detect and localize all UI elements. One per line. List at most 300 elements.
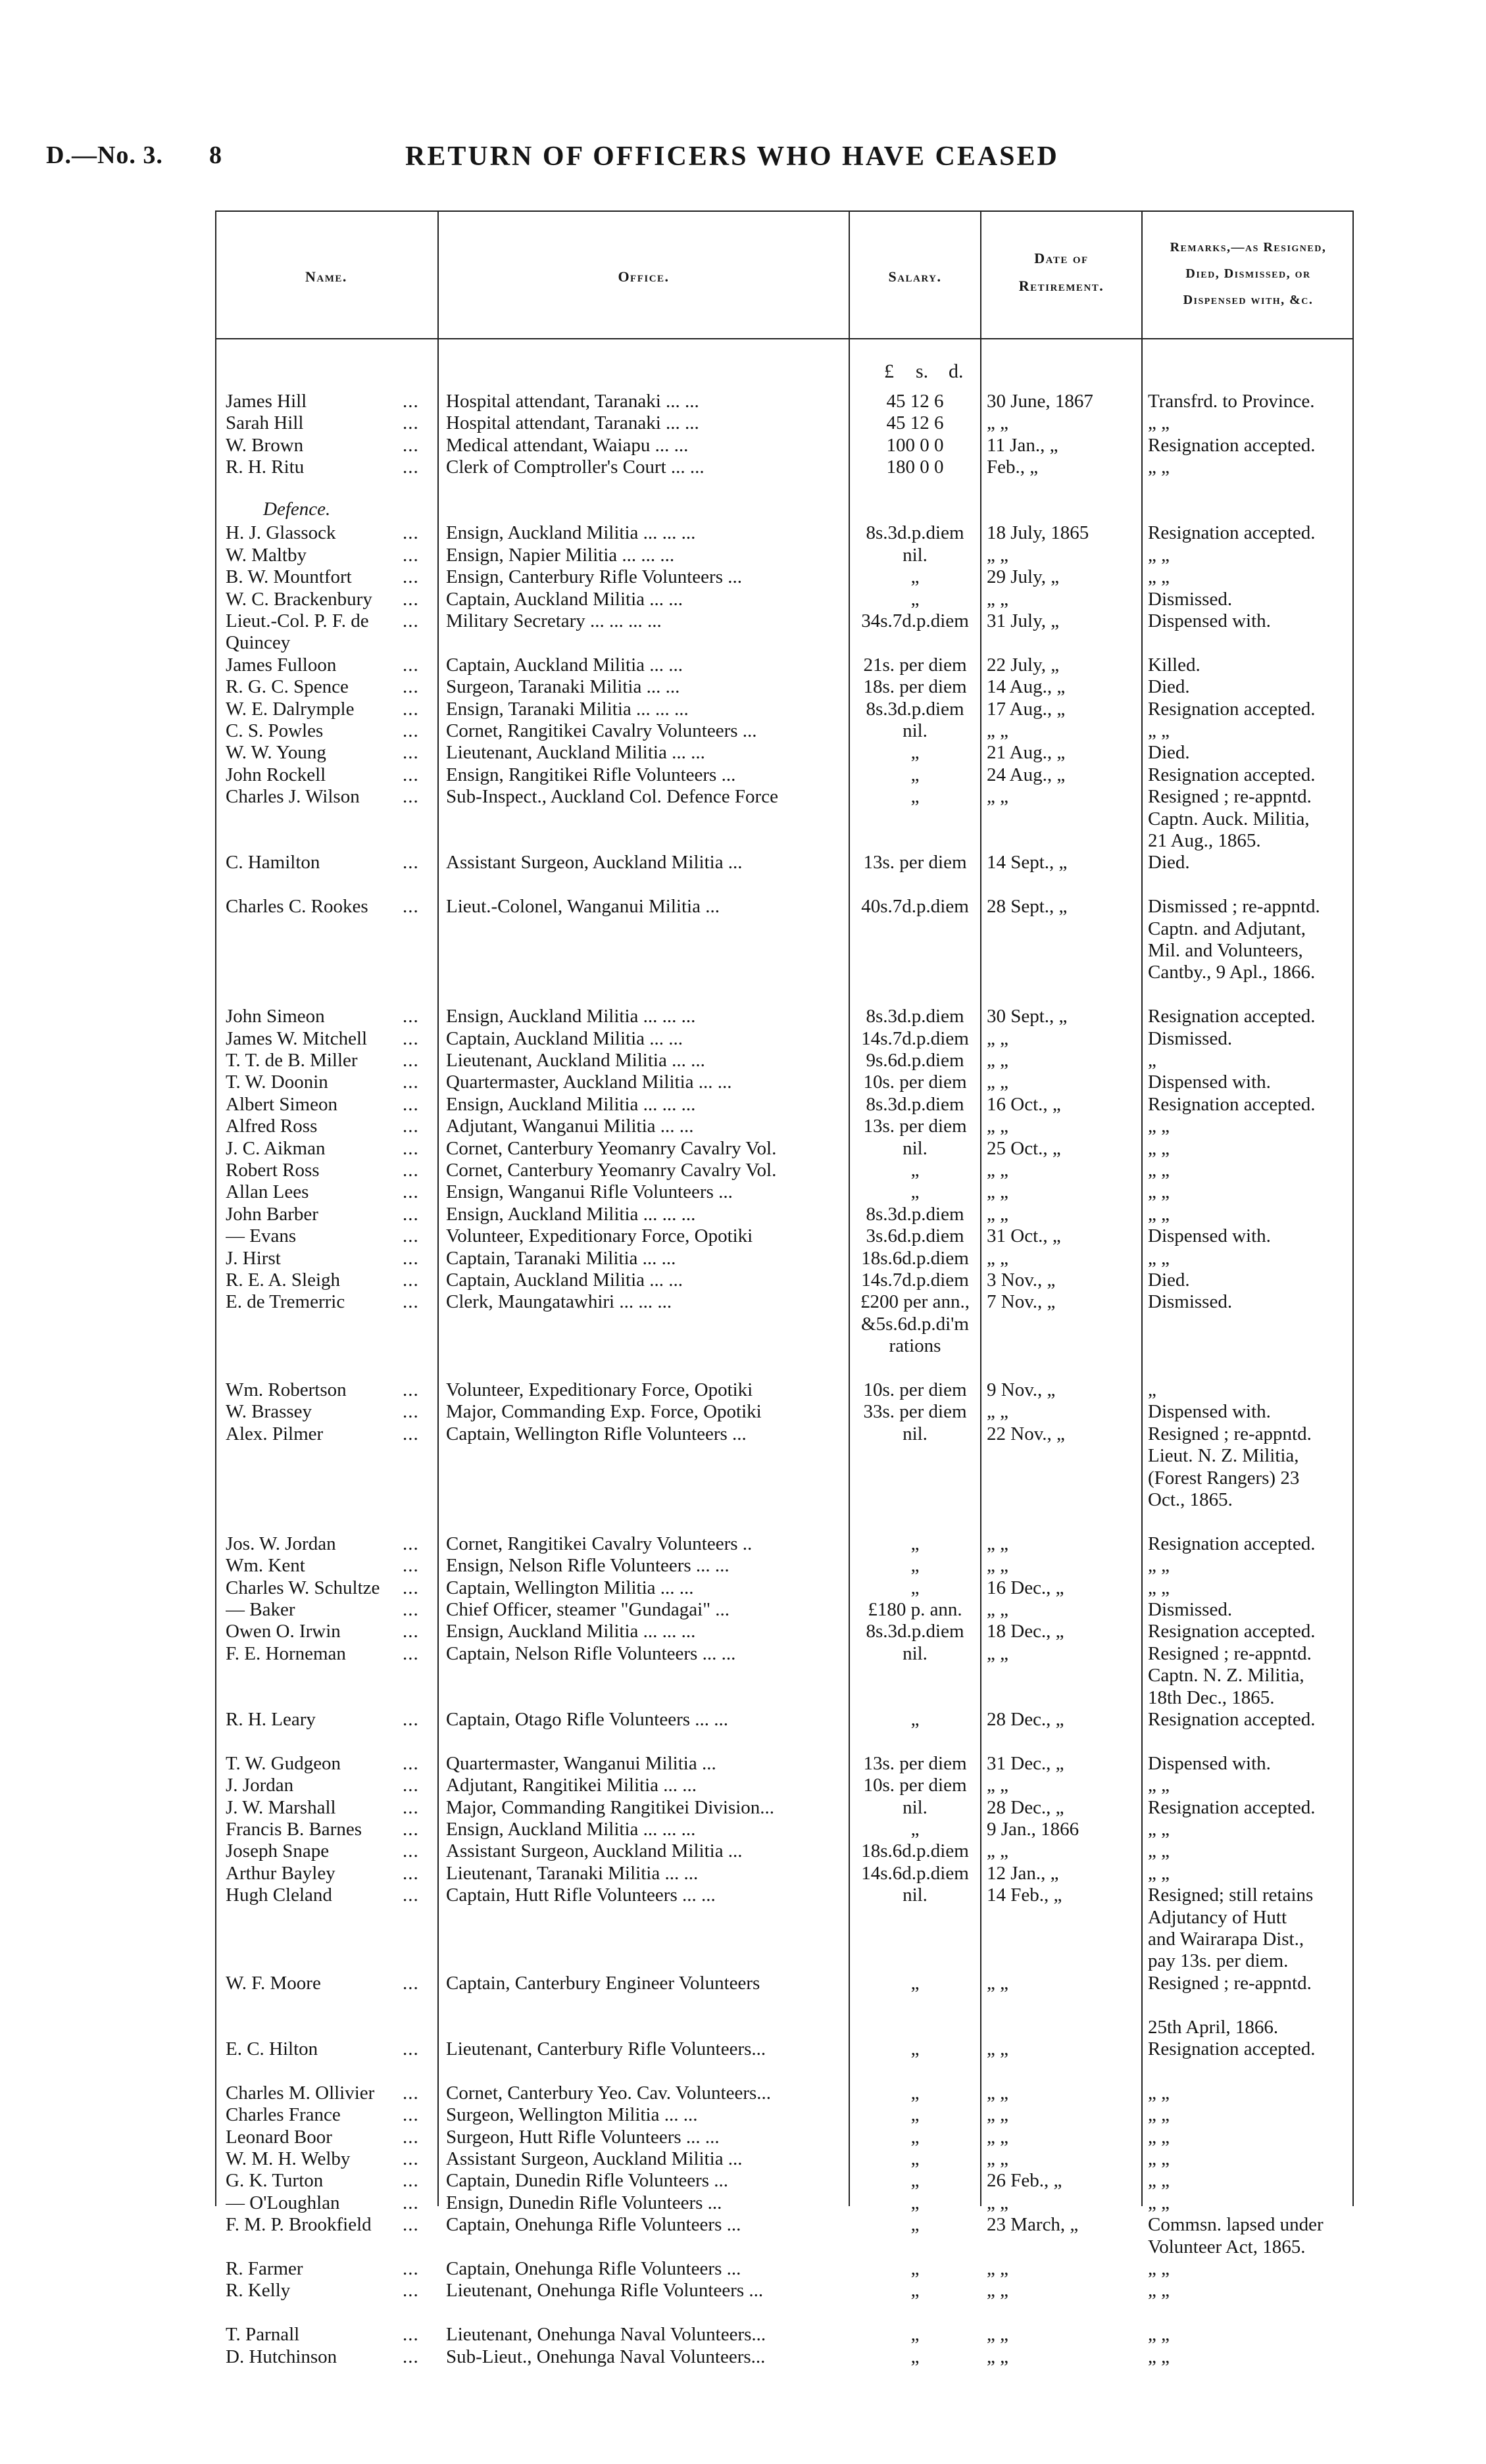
officer-office: Lieutenant, Auckland Militia ... ... bbox=[446, 742, 705, 764]
table-row bbox=[0, 2258, 1486, 2280]
officer-remarks: „ „ bbox=[1148, 1137, 1170, 1159]
officer-salary: nil. bbox=[903, 1796, 928, 1818]
leader-dots: ... bbox=[403, 1819, 419, 1840]
officer-office: Ensign, Wanganui Rifle Volunteers ... bbox=[446, 1181, 733, 1203]
officer-remarks: Volunteer Act, 1865. bbox=[1148, 2236, 1306, 2257]
officer-salary: 14s.7d.p.diem bbox=[861, 1027, 969, 1049]
table-row bbox=[0, 1907, 1486, 1929]
officer-salary: 100 0 0 bbox=[886, 434, 944, 456]
officer-salary: 33s. per diem bbox=[863, 1401, 967, 1423]
officer-name: Wm. Kent bbox=[226, 1555, 305, 1577]
officer-salary: £180 p. ann. bbox=[868, 1599, 962, 1620]
table-row bbox=[0, 1379, 1486, 1401]
officer-name: W. M. H. Welby bbox=[226, 2148, 351, 2169]
officer-salary: „ bbox=[910, 2280, 920, 2302]
officer-salary: „ bbox=[910, 1533, 920, 1554]
column-header-salary: Salary. bbox=[888, 268, 942, 285]
officer-remarks: 18th Dec., 1865. bbox=[1148, 1687, 1275, 1708]
retirement-date: „ „ bbox=[987, 2346, 1008, 2367]
officer-name: James W. Mitchell bbox=[226, 1027, 368, 1049]
officer-salary: 45 12 6 bbox=[886, 412, 944, 434]
officer-office: Captain, Otago Rifle Volunteers ... ... bbox=[446, 1709, 729, 1730]
leader-dots: ... bbox=[403, 1027, 419, 1049]
officer-remarks: „ bbox=[1148, 1379, 1156, 1400]
officer-name: F. M. P. Brookfield bbox=[226, 2214, 372, 2236]
officer-remarks: „ „ bbox=[1148, 1116, 1170, 1137]
table-row bbox=[0, 2192, 1486, 2214]
officer-salary: „ bbox=[910, 2038, 920, 2059]
officer-salary: 18s.6d.p.diem bbox=[861, 1840, 969, 1862]
retirement-date: „ „ bbox=[987, 412, 1008, 434]
officer-salary: „ bbox=[910, 588, 920, 610]
retirement-date: 22 July, „ bbox=[987, 654, 1060, 676]
officer-remarks: Resignation accepted. bbox=[1148, 1796, 1316, 1818]
officer-remarks: and Wairarapa Dist., bbox=[1148, 1929, 1304, 1950]
officer-salary: „ bbox=[910, 764, 920, 785]
officer-remarks: Resignation accepted. bbox=[1148, 2038, 1316, 2059]
retirement-date: 16 Oct., „ bbox=[987, 1093, 1061, 1115]
officer-remarks: „ „ bbox=[1148, 2126, 1170, 2148]
officer-office: Captain, Auckland Militia ... ... bbox=[446, 654, 683, 676]
officer-office: Ensign, Rangitikei Rifle Volunteers ... bbox=[446, 764, 736, 785]
table-row bbox=[0, 1665, 1486, 1687]
officer-salary: „ bbox=[910, 1819, 920, 1840]
officer-office: Cornet, Rangitikei Cavalry Volunteers .. bbox=[446, 1533, 753, 1554]
retirement-date: „ „ bbox=[987, 1160, 1008, 1181]
officer-name: E. de Tremerric bbox=[226, 1291, 345, 1313]
leader-dots: ... bbox=[403, 1160, 419, 1181]
officer-name: R. G. C. Spence bbox=[226, 676, 349, 698]
officer-remarks: Resignation accepted. bbox=[1148, 1621, 1316, 1642]
leader-dots: ... bbox=[403, 1379, 419, 1400]
officer-office: Captain, Auckland Militia ... ... bbox=[446, 588, 683, 610]
table-row bbox=[0, 830, 1486, 852]
leader-dots: ... bbox=[403, 434, 419, 456]
officer-name: R. E. A. Sleigh bbox=[226, 1269, 341, 1291]
page-title: RETURN OF OFFICERS WHO HAVE CEASED bbox=[405, 141, 1059, 172]
page-header bbox=[0, 141, 1486, 180]
officer-salary: 13s. per diem bbox=[863, 852, 967, 874]
column-header-remarks-line3: Dispensed with, &c. bbox=[1183, 293, 1314, 307]
officer-salary: 18s.6d.p.diem bbox=[861, 1247, 969, 1269]
table-row bbox=[0, 391, 1486, 412]
officer-remarks: Resigned; still retains bbox=[1148, 1885, 1314, 1906]
officer-remarks: Adjutancy of Hutt bbox=[1148, 1906, 1287, 1928]
officer-name: J. W. Marshall bbox=[226, 1796, 336, 1818]
officer-remarks: „ „ bbox=[1148, 2258, 1170, 2279]
officer-salary: 14s.7d.p.diem bbox=[861, 1269, 969, 1291]
officer-remarks: Dismissed. bbox=[1148, 1291, 1233, 1313]
column-header-remarks-line1: Remarks,—as Resigned, bbox=[1170, 240, 1327, 255]
officer-salary: 14s.6d.p.diem bbox=[861, 1862, 969, 1884]
retirement-date: 9 Jan., 1866 bbox=[987, 1819, 1079, 1840]
table-row bbox=[0, 2127, 1486, 2148]
officer-office: Ensign, Auckland Militia ... ... ... bbox=[446, 522, 696, 544]
retirement-date: „ „ bbox=[987, 1972, 1008, 1994]
officer-remarks: Resignation accepted. bbox=[1148, 1093, 1316, 1115]
officer-name: R. H. Ritu bbox=[226, 456, 305, 478]
leader-dots: ... bbox=[403, 610, 419, 631]
leader-dots: ... bbox=[403, 1291, 419, 1313]
officer-salary: „ bbox=[910, 2148, 920, 2169]
leader-dots: ... bbox=[403, 2082, 419, 2104]
officer-office: Hospital attendant, Taranaki ... ... bbox=[446, 391, 699, 412]
shillings-unit: s. bbox=[916, 360, 929, 382]
officer-office: Clerk of Comptroller's Court ... ... bbox=[446, 456, 705, 478]
officer-name: G. K. Turton bbox=[226, 2170, 324, 2192]
retirement-date: „ „ bbox=[987, 544, 1008, 566]
table-row bbox=[0, 2280, 1486, 2302]
officer-office: Lieutenant, Onehunga Rifle Volunteers ... bbox=[446, 2280, 764, 2302]
retirement-date: „ „ bbox=[987, 2126, 1008, 2148]
table-row bbox=[0, 1423, 1486, 1445]
officer-salary: nil. bbox=[903, 1423, 928, 1444]
table-row bbox=[0, 786, 1486, 808]
officer-office: Quartermaster, Auckland Militia ... ... bbox=[446, 1072, 732, 1093]
retirement-date: Feb., „ bbox=[987, 456, 1039, 478]
officer-name: Leonard Boor bbox=[226, 2126, 332, 2148]
officer-name: Charles M. Ollivier bbox=[226, 2082, 375, 2104]
officer-name: R. H. Leary bbox=[226, 1709, 316, 1730]
officer-remarks: „ „ bbox=[1148, 456, 1170, 478]
table-row bbox=[0, 566, 1486, 588]
officer-office: Captain, Nelson Rifle Volunteers ... ... bbox=[446, 1642, 736, 1664]
retirement-date: 30 Sept., „ bbox=[987, 1006, 1068, 1027]
officer-salary: 40s.7d.p.diem bbox=[861, 896, 969, 918]
officer-name: Alfred Ross bbox=[226, 1116, 318, 1137]
officer-office: Lieutenant, Canterbury Rifle Volunteers... bbox=[446, 2038, 766, 2059]
officer-salary: 8s.3d.p.diem bbox=[866, 522, 964, 544]
officer-salary: nil. bbox=[903, 1642, 928, 1664]
table-row bbox=[0, 1863, 1486, 1885]
table-row bbox=[0, 2236, 1486, 2258]
retirement-date: „ „ bbox=[987, 2258, 1008, 2279]
table-row bbox=[0, 1116, 1486, 1137]
officer-name: J. Jordan bbox=[226, 1775, 294, 1796]
officer-name: John Rockell bbox=[226, 764, 326, 785]
table-row bbox=[0, 589, 1486, 610]
retirement-date: „ „ bbox=[987, 720, 1008, 741]
leader-dots: ... bbox=[403, 1225, 419, 1247]
table-row bbox=[0, 545, 1486, 566]
table-row bbox=[0, 808, 1486, 830]
officer-remarks: Died. bbox=[1148, 1269, 1190, 1291]
officer-name: B. W. Mountfort bbox=[226, 566, 352, 588]
officer-remarks: „ „ bbox=[1148, 2324, 1170, 2346]
officer-office: Assistant Surgeon, Auckland Militia ... bbox=[446, 852, 743, 874]
table-row bbox=[0, 1314, 1486, 1335]
officer-salary: 180 0 0 bbox=[886, 456, 944, 478]
officer-name: T. W. Doonin bbox=[226, 1072, 328, 1093]
leader-dots: ... bbox=[403, 1885, 419, 1906]
officer-remarks: 25th April, 1866. bbox=[1148, 2016, 1279, 2038]
table-row bbox=[0, 720, 1486, 742]
retirement-date: 23 March, „ bbox=[987, 2214, 1079, 2236]
officer-office: Lieut.-Colonel, Wanganui Militia ... bbox=[446, 896, 720, 918]
officer-remarks: Dispensed with. bbox=[1148, 1401, 1271, 1423]
leader-dots: ... bbox=[403, 2126, 419, 2148]
officer-name: W. E. Dalrymple bbox=[226, 698, 355, 720]
officer-name: Albert Simeon bbox=[226, 1093, 337, 1115]
officer-office: Ensign, Napier Militia ... ... ... bbox=[446, 544, 675, 566]
officer-name: Allan Lees bbox=[226, 1181, 309, 1203]
officer-name: R. Kelly bbox=[226, 2280, 291, 2302]
document-code: D.—No. 3. bbox=[46, 141, 163, 169]
officer-name: Arthur Bayley bbox=[226, 1862, 335, 1884]
officer-salary: „ bbox=[910, 2258, 920, 2279]
officer-salary: 9s.6d.p.diem bbox=[866, 1050, 964, 1071]
officer-office: Surgeon, Hutt Rifle Volunteers ... ... bbox=[446, 2126, 720, 2148]
officer-salary: £200 per ann., bbox=[860, 1291, 970, 1313]
retirement-date: 9 Nov., „ bbox=[987, 1379, 1056, 1400]
leader-dots: ... bbox=[403, 1401, 419, 1423]
leader-dots: ... bbox=[403, 456, 419, 478]
officer-name: Francis B. Barnes bbox=[226, 1819, 362, 1840]
officer-remarks: Dismissed. bbox=[1148, 588, 1233, 610]
officer-name: — Baker bbox=[226, 1599, 295, 1620]
officer-office: Quartermaster, Wanganui Militia ... bbox=[446, 1752, 716, 1774]
officer-name: T. W. Gudgeon bbox=[226, 1752, 341, 1774]
table-row bbox=[0, 1643, 1486, 1665]
table-row bbox=[0, 1160, 1486, 1181]
officer-office: Cornet, Canterbury Yeomanry Cavalry Vol. bbox=[446, 1137, 777, 1159]
officer-remarks: „ „ bbox=[1148, 2170, 1170, 2192]
table-row bbox=[0, 1050, 1486, 1072]
officer-office: Assistant Surgeon, Auckland Militia ... bbox=[446, 1840, 743, 1862]
officer-remarks: „ „ bbox=[1148, 720, 1170, 741]
officer-office: Surgeon, Taranaki Militia ... ... bbox=[446, 676, 680, 698]
retirement-date: „ „ bbox=[987, 1555, 1008, 1577]
retirement-date: „ „ bbox=[987, 1840, 1008, 1862]
leader-dots: ... bbox=[403, 698, 419, 720]
officer-name: Owen O. Irwin bbox=[226, 1621, 341, 1642]
officer-salary: 13s. per diem bbox=[863, 1116, 967, 1137]
table-row bbox=[0, 676, 1486, 698]
column-header-date-line1: Date of bbox=[1034, 250, 1089, 266]
retirement-date: 16 Dec., „ bbox=[987, 1577, 1064, 1598]
table-row bbox=[0, 1335, 1486, 1357]
officer-office: Ensign, Nelson Rifle Volunteers ... ... bbox=[446, 1555, 730, 1577]
officer-remarks: Cantby., 9 Apl., 1866. bbox=[1148, 962, 1316, 983]
leader-dots: ... bbox=[403, 1709, 419, 1730]
officer-remarks: „ „ bbox=[1148, 1247, 1170, 1269]
table-row bbox=[0, 654, 1486, 676]
column-header-date-line2: Retirement. bbox=[1018, 278, 1104, 294]
table-row bbox=[0, 742, 1486, 764]
table-row bbox=[0, 940, 1486, 962]
officer-remarks: Resignation accepted. bbox=[1148, 1533, 1316, 1554]
table-row bbox=[0, 2346, 1486, 2368]
officer-name: Joseph Snape bbox=[226, 1840, 330, 1862]
table-row bbox=[0, 1094, 1486, 1116]
leader-dots: ... bbox=[403, 720, 419, 741]
officer-office: Major, Commanding Exp. Force, Opotiki bbox=[446, 1401, 762, 1423]
officer-remarks: Resigned ; re-appntd. bbox=[1148, 1423, 1312, 1444]
retirement-date: 14 Feb., „ bbox=[987, 1885, 1062, 1906]
officer-office: Sub-Inspect., Auckland Col. Defence Force bbox=[446, 786, 778, 808]
leader-dots: ... bbox=[403, 1796, 419, 1818]
officer-salary: „ bbox=[910, 1577, 920, 1598]
table-row bbox=[0, 1489, 1486, 1511]
officer-remarks: „ „ bbox=[1148, 1555, 1170, 1577]
officer-remarks: Resignation accepted. bbox=[1148, 434, 1316, 456]
officer-office: Ensign, Auckland Militia ... ... ... bbox=[446, 1819, 696, 1840]
pounds-unit: £ bbox=[884, 360, 894, 382]
retirement-date: 22 Nov., „ bbox=[987, 1423, 1065, 1444]
officer-salary: 34s.7d.p.diem bbox=[861, 610, 969, 631]
officer-remarks: Captn. and Adjutant, bbox=[1148, 918, 1306, 939]
officer-remarks: Dispensed with. bbox=[1148, 610, 1271, 631]
leader-dots: ... bbox=[403, 2280, 419, 2302]
officer-remarks: Dispensed with. bbox=[1148, 1752, 1271, 1774]
table-row bbox=[0, 1753, 1486, 1775]
officer-name: F. E. Horneman bbox=[226, 1642, 346, 1664]
officer-salary: 13s. per diem bbox=[863, 1752, 967, 1774]
table-row bbox=[0, 1929, 1486, 1950]
officer-salary: 21s. per diem bbox=[863, 654, 967, 676]
officer-remarks: Dismissed ; re-appntd. bbox=[1148, 896, 1320, 918]
officer-salary: „ bbox=[910, 1181, 920, 1203]
retirement-date: 30 June, 1867 bbox=[987, 391, 1093, 412]
officer-remarks: Dispensed with. bbox=[1148, 1225, 1271, 1247]
leader-dots: ... bbox=[403, 1072, 419, 1093]
officer-name: W. W. Young bbox=[226, 742, 326, 764]
officer-name: Alex. Pilmer bbox=[226, 1423, 324, 1444]
officer-name: C. Hamilton bbox=[226, 852, 320, 874]
officer-remarks: Lieut. N. Z. Militia, bbox=[1148, 1445, 1299, 1467]
officer-remarks: Resignation accepted. bbox=[1148, 764, 1316, 785]
leader-dots: ... bbox=[403, 412, 419, 434]
officer-remarks: (Forest Rangers) 23 bbox=[1148, 1467, 1300, 1489]
officer-salary: 10s. per diem bbox=[863, 1379, 967, 1400]
retirement-date: „ „ bbox=[987, 2280, 1008, 2302]
leader-dots: ... bbox=[403, 786, 419, 808]
officer-remarks: Died. bbox=[1148, 852, 1190, 874]
retirement-date: 18 Dec., „ bbox=[987, 1621, 1064, 1642]
officer-salary: 8s.3d.p.diem bbox=[866, 1006, 964, 1027]
header-divider bbox=[215, 338, 1354, 339]
officer-remarks: „ „ bbox=[1148, 1862, 1170, 1884]
table-row bbox=[0, 1621, 1486, 1642]
table-row bbox=[0, 1248, 1486, 1269]
retirement-date: 14 Sept., „ bbox=[987, 852, 1068, 874]
officer-remarks: „ „ bbox=[1148, 1203, 1170, 1225]
officer-remarks: Commsn. lapsed under bbox=[1148, 2214, 1324, 2236]
leader-dots: ... bbox=[403, 588, 419, 610]
retirement-date: „ „ bbox=[987, 1599, 1008, 1620]
officer-office: Chief Officer, steamer "Gundagai" ... bbox=[446, 1599, 730, 1620]
retirement-date: 28 Sept., „ bbox=[987, 896, 1068, 918]
officer-name: T. Parnall bbox=[226, 2324, 300, 2346]
officer-remarks: pay 13s. per diem. bbox=[1148, 1950, 1289, 1972]
table-row bbox=[0, 1269, 1486, 1291]
retirement-date: „ „ bbox=[987, 2082, 1008, 2104]
leader-dots: ... bbox=[403, 2258, 419, 2279]
table-row bbox=[0, 1291, 1486, 1313]
table-row bbox=[0, 1819, 1486, 1840]
leader-dots: ... bbox=[403, 1050, 419, 1071]
retirement-date: 17 Aug., „ bbox=[987, 698, 1066, 720]
officer-office: Military Secretary ... ... ... ... bbox=[446, 610, 662, 631]
table-row bbox=[0, 435, 1486, 456]
officer-remarks: Resignation accepted. bbox=[1148, 1709, 1316, 1730]
officer-remarks: „ „ bbox=[1148, 566, 1170, 588]
officer-salary: rations bbox=[889, 1335, 941, 1357]
officer-remarks: Killed. bbox=[1148, 654, 1201, 676]
retirement-date: 24 Aug., „ bbox=[987, 764, 1066, 785]
table-row bbox=[0, 1181, 1486, 1203]
table-row bbox=[0, 1950, 1486, 1972]
officer-office: Captain, Auckland Militia ... ... bbox=[446, 1027, 683, 1049]
officer-office: Captain, Canterbury Engineer Volunteers bbox=[446, 1972, 760, 1994]
table-row bbox=[0, 1599, 1486, 1621]
officer-salary: 8s.3d.p.diem bbox=[866, 1621, 964, 1642]
officer-office: Ensign, Auckland Militia ... ... ... bbox=[446, 1621, 696, 1642]
officer-salary: nil. bbox=[903, 1885, 928, 1906]
table-row bbox=[0, 1775, 1486, 1796]
retirement-date: 26 Feb., „ bbox=[987, 2170, 1062, 2192]
officer-remarks: „ bbox=[1148, 1050, 1156, 1071]
column-header-remarks bbox=[1143, 234, 1354, 313]
column-header-name: Name. bbox=[305, 268, 347, 285]
table-row bbox=[0, 456, 1486, 478]
officer-remarks: „ „ bbox=[1148, 1840, 1170, 1862]
leader-dots: ... bbox=[403, 1599, 419, 1620]
retirement-date: „ „ bbox=[987, 1775, 1008, 1796]
officer-salary: „ bbox=[910, 2170, 920, 2192]
officer-salary: „ bbox=[910, 2104, 920, 2126]
officer-remarks: Resignation accepted. bbox=[1148, 522, 1316, 544]
leader-dots: ... bbox=[403, 2170, 419, 2192]
officer-salary: 45 12 6 bbox=[886, 391, 944, 412]
table-row bbox=[0, 1885, 1486, 1906]
table-row bbox=[0, 1797, 1486, 1819]
officer-salary: nil. bbox=[903, 720, 928, 741]
leader-dots: ... bbox=[403, 676, 419, 698]
retirement-date: „ „ bbox=[987, 1533, 1008, 1554]
officer-remarks: „ „ bbox=[1148, 1160, 1170, 1181]
leader-dots: ... bbox=[403, 764, 419, 785]
officer-remarks: Captn. N. Z. Militia, bbox=[1148, 1665, 1304, 1687]
officer-name: J. C. Aikman bbox=[226, 1137, 326, 1159]
retirement-date: „ „ bbox=[987, 1050, 1008, 1071]
page-number: 8 bbox=[209, 141, 222, 169]
officer-salary: „ bbox=[910, 2346, 920, 2367]
officer-name: James Hill bbox=[226, 391, 307, 412]
officer-office: Ensign, Dunedin Rifle Volunteers ... bbox=[446, 2192, 722, 2213]
table-row bbox=[0, 699, 1486, 720]
leader-dots: ... bbox=[403, 1006, 419, 1027]
retirement-date: „ „ bbox=[987, 2324, 1008, 2346]
leader-dots: ... bbox=[403, 1621, 419, 1642]
officer-remarks: Captn. Auck. Militia, bbox=[1148, 808, 1310, 829]
officer-salary: „ bbox=[910, 742, 920, 764]
leader-dots: ... bbox=[403, 654, 419, 676]
retirement-date: „ „ bbox=[987, 2148, 1008, 2169]
table-row bbox=[0, 1687, 1486, 1709]
officer-remarks: „ „ bbox=[1148, 2082, 1170, 2104]
retirement-date: „ „ bbox=[987, 1027, 1008, 1049]
officer-remarks: „ „ bbox=[1148, 2104, 1170, 2126]
officer-salary: 18s. per diem bbox=[863, 676, 967, 698]
officer-name: C. S. Powles bbox=[226, 720, 324, 741]
retirement-date: „ „ bbox=[987, 1642, 1008, 1664]
officer-name: James Fulloon bbox=[226, 654, 337, 676]
officer-office: Assistant Surgeon, Auckland Militia ... bbox=[446, 2148, 743, 2169]
officer-remarks: Resigned ; re-appntd. bbox=[1148, 1642, 1312, 1664]
table-row bbox=[0, 2104, 1486, 2126]
table-row bbox=[0, 2214, 1486, 2236]
